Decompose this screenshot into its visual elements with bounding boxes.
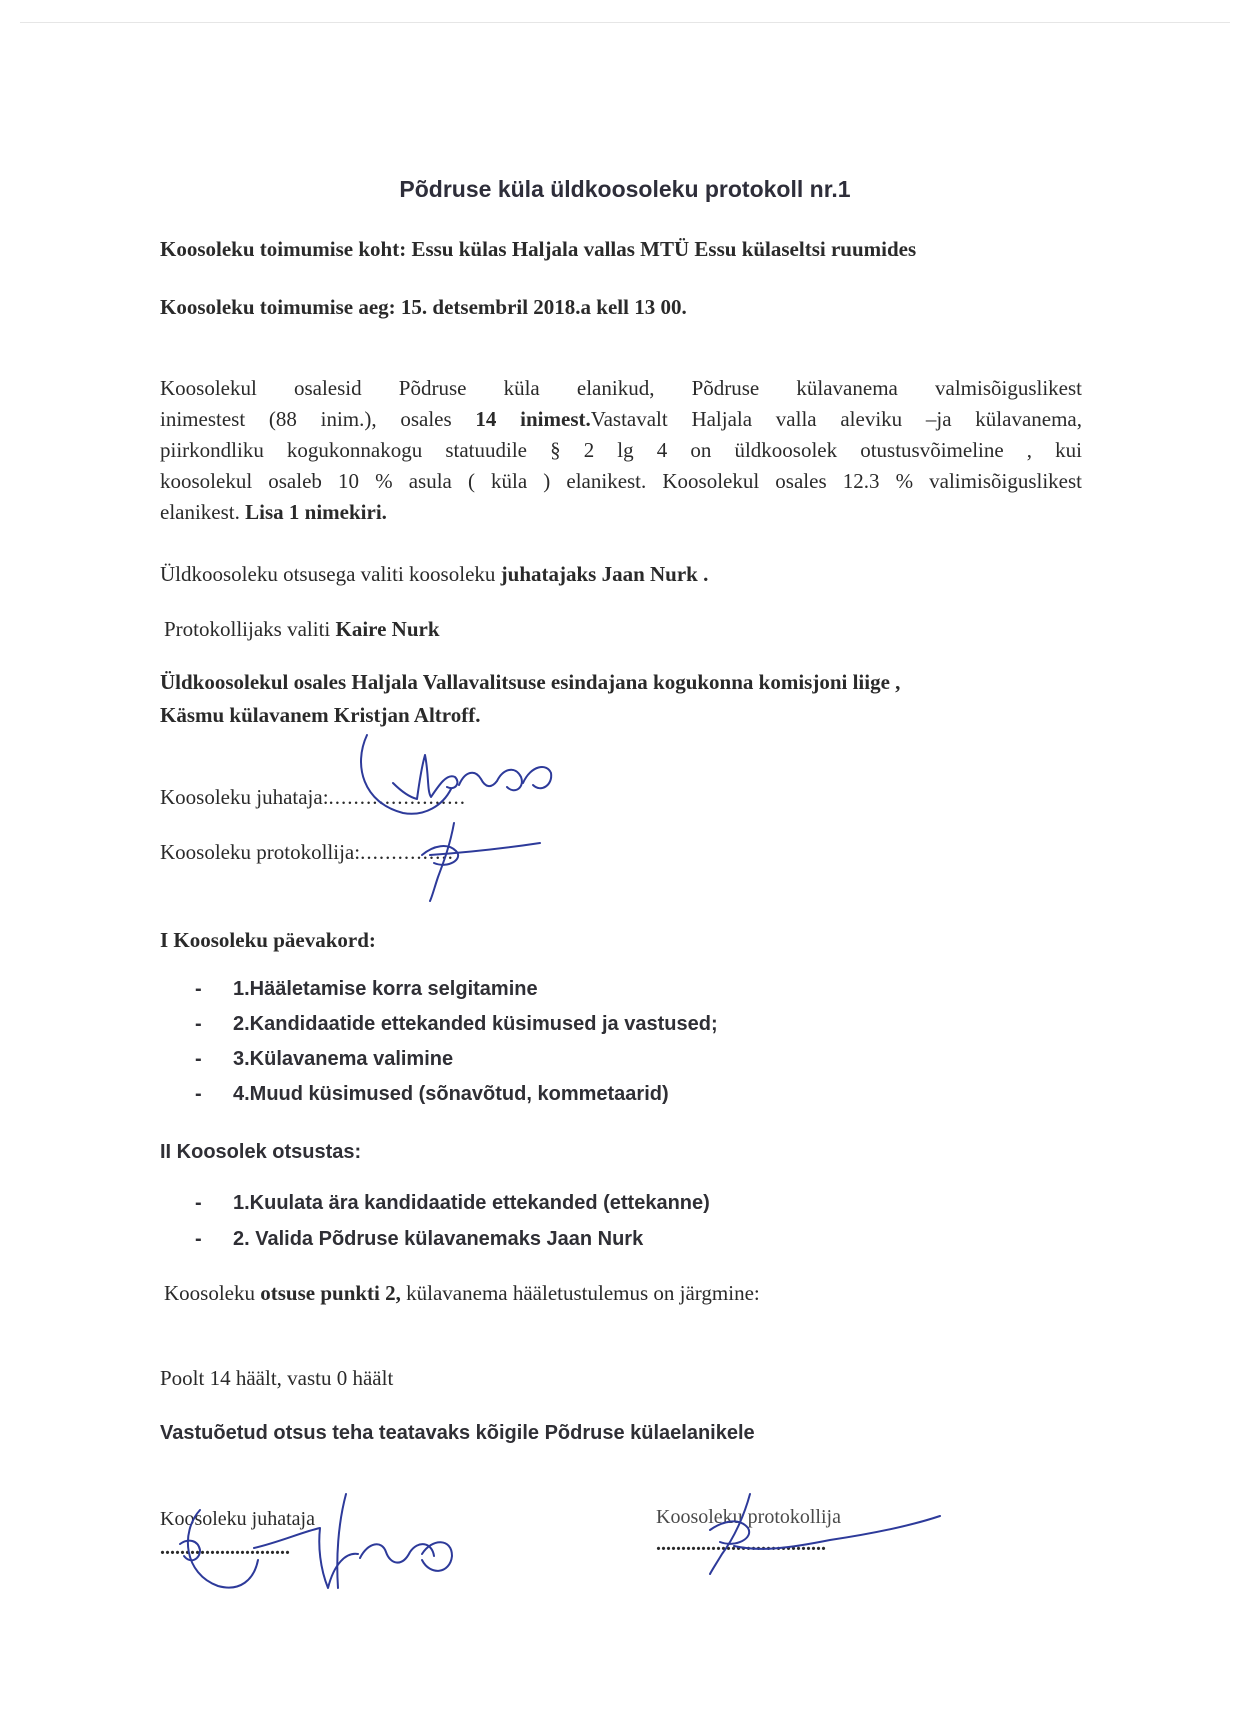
meeting-place-value: Essu külas Haljala vallas MTÜ Essu külaseltsi ruumides	[411, 237, 917, 261]
meeting-time	[160, 295, 687, 320]
chair-election	[160, 562, 708, 587]
vote-intro-text-2: külavanema hääletustulemus on järgmine:	[406, 1281, 760, 1305]
footer-secretary-dots: ..................................	[656, 1533, 826, 1555]
agenda-item-text: 2.Kandidaatide ettekanded küsimused ja vastused;	[233, 1013, 718, 1035]
participants-line-3: piirkondliku kogukonnakogu statuudile § 2 lg 4 on üldkoosolek otustusvõimeline , kui	[160, 438, 1082, 462]
list-dash: -	[195, 1083, 202, 1105]
secretary-election-text: Protokollijaks valiti	[164, 617, 331, 641]
secretary-signature-mid	[420, 815, 550, 905]
secretary-signature-line	[160, 840, 454, 865]
document-title: Põdruse küla üldkoosoleku protokoll nr.1	[399, 176, 851, 202]
meeting-time-value: 15. detsembril 2018.a kell 13 00.	[400, 295, 687, 319]
secretary-election	[164, 617, 440, 642]
representative-line-1: Üldkoosolekul osales Haljala Vallavalitsuse esindajana kogukonna komisjoni liige ,	[160, 670, 901, 694]
vote-result: Poolt 14 häält, vastu 0 häält	[160, 1366, 394, 1390]
decision-item-text: 1.Kuulata ära kandidaatide ettekanded (ettekanne)	[233, 1192, 710, 1214]
participants-text-2: Vastavalt Haljala valla aleviku –ja külavanema,	[590, 407, 1082, 431]
secretary-name: Kaire Nurk	[335, 617, 440, 641]
agenda-item	[195, 1083, 718, 1118]
vote-intro-text: Koosoleku	[164, 1281, 255, 1305]
secretary-dots: ...............	[360, 840, 454, 864]
vote-intro	[164, 1281, 760, 1306]
secretary-label: Koosoleku protokollija:	[160, 840, 361, 864]
agenda-item	[195, 1048, 718, 1083]
agenda-item-text: 1.Hääletamise korra selgitamine	[233, 978, 538, 1000]
chair-name: juhatajaks Jaan Nurk .	[500, 562, 709, 586]
participants-line-1: Koosolekul osalesid Põdruse küla elanikud, Põdruse külavanema valmisõiguslikest	[160, 376, 1082, 400]
footer-chair-label: Koosoleku juhataja	[160, 1508, 315, 1530]
list-dash: -	[195, 978, 202, 1000]
agenda-item	[195, 978, 718, 1013]
participants-text-3: elanikest.	[160, 500, 240, 524]
decisions-heading: II Koosolek otsustas:	[160, 1141, 362, 1163]
agenda-item-text: 3.Külavanema valimine	[233, 1048, 454, 1070]
list-dash: -	[195, 1048, 202, 1070]
representative-line-2: Käsmu külavanem Kristjan Altroff.	[160, 703, 481, 727]
decision-item-text: 2. Valida Põdruse külavanemaks Jaan Nurk	[233, 1228, 644, 1250]
scan-edge-line	[20, 22, 1230, 23]
footer-secretary-label: Koosoleku protokollija	[656, 1506, 841, 1528]
decision-item	[195, 1228, 710, 1264]
footer-chair-signature	[170, 1488, 460, 1608]
participants-count: 14 inimest.	[475, 407, 591, 431]
participants-line-2	[160, 404, 1082, 435]
chair-label: Koosoleku juhataja:	[160, 785, 329, 809]
agenda-list	[195, 978, 718, 1118]
chair-dots: ......................	[328, 785, 467, 809]
agenda-heading: I Koosoleku päevakord:	[160, 928, 376, 952]
list-dash: -	[195, 1228, 202, 1250]
participants-text: inimestest (88 inim.), osales	[160, 407, 452, 431]
list-dash: -	[195, 1013, 202, 1035]
list-dash: -	[195, 1192, 202, 1214]
meeting-place	[160, 237, 916, 262]
chair-election-text: Üldkoosoleku otsusega valiti koosoleku	[160, 562, 496, 586]
agenda-item	[195, 1013, 718, 1048]
agenda-item-text: 4.Muud küsimused (sõnavõtud, kommetaarid)	[233, 1083, 669, 1105]
decision-item	[195, 1192, 710, 1228]
participants-line-4: koosolekul osaleb 10 % asula ( küla ) elanikest. Koosolekul osales 12.3 % valimisõiguslikest	[160, 469, 1082, 493]
footer-chair-dots: ..........................	[160, 1537, 290, 1559]
vote-decision-reference: otsuse punkti 2,	[260, 1281, 401, 1305]
announcement: Vastuõetud otsus teha teatavaks kõigile Põdruse külaelanikele	[160, 1422, 755, 1444]
participants-paragraph	[160, 373, 1082, 528]
meeting-place-label: Koosoleku toimumise koht:	[160, 237, 407, 261]
footer-secretary-signature	[690, 1490, 950, 1580]
meeting-time-label: Koosoleku toimumise aeg:	[160, 295, 396, 319]
attachment-reference: Lisa 1 nimekiri.	[245, 500, 387, 524]
decisions-list	[195, 1192, 710, 1264]
participants-line-5	[160, 497, 1082, 528]
